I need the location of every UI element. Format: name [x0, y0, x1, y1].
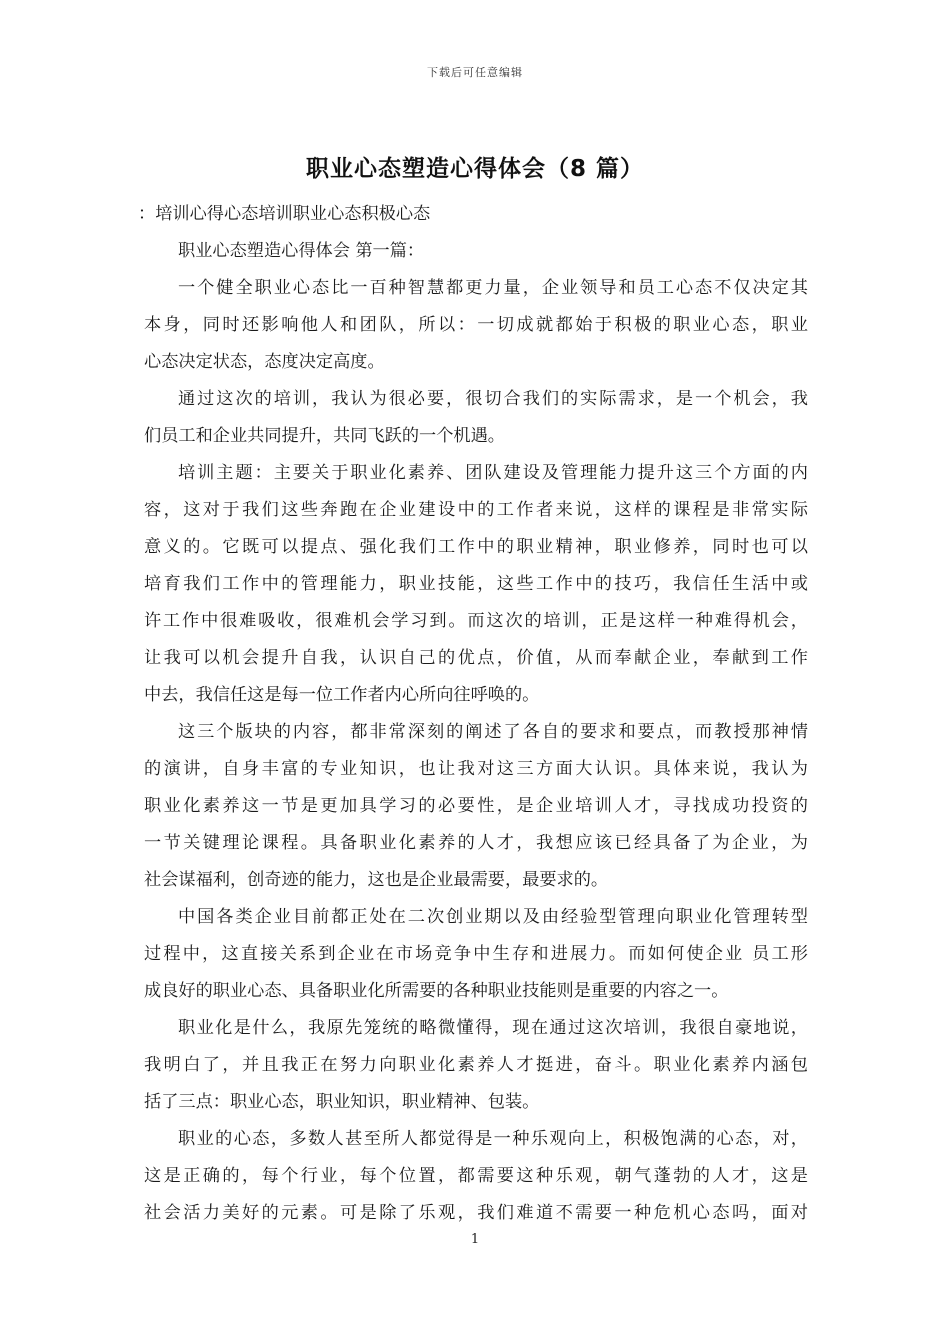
- paragraph-line: 心态决定状态，态度决定高度。: [144, 352, 385, 372]
- paragraph-line: 过程中，这直接关系到企业在市场竞争中生存和进展力。而如何使企业 员工形: [144, 944, 808, 964]
- paragraph-line: 社会谋福利，创奇迹的能力，这也是企业最需要，最要求的。: [144, 870, 609, 890]
- page-number: 1: [470, 1232, 480, 1247]
- paragraph-line: 培训主题：主要关于职业化素养、团队建设及管理能力提升这三个方面的内: [178, 463, 808, 483]
- paragraph-line: 本身，同时还影响他人和团队，所以：一切成就都始于积极的职业心态，职业: [144, 315, 808, 335]
- paragraph-line: 们员工和企业共同提升，共同飞跃的一个机遇。: [144, 426, 505, 446]
- paragraph-line: 括了三点：职业心态，职业知识，职业精神、包装。: [144, 1092, 540, 1112]
- paragraph: [144, 270, 808, 381]
- paragraph-line: 容，这对于我们这些奔跑在企业建设中的工作者来说，这样的课程是非常实际: [144, 500, 808, 520]
- paragraph-line: 一个健全职业心态比一百种智慧都更力量，企业领导和员工心态不仅决定其: [178, 278, 808, 298]
- paragraph-line: 让我可以机会提升自我，认识自己的优点，价值，从而奉献企业，奉献到工作: [144, 648, 808, 668]
- paragraph-line: 中国各类企业目前都正处在二次创业期以及由经验型管理向职业化管理转型: [178, 907, 808, 927]
- document-title: 职业心态塑造心得体会（8 篇）: [305, 156, 644, 182]
- keywords-line: ：培训心得心态培训职业心态积极心态: [138, 204, 431, 224]
- paragraph-line: 意义的。它既可以提点、强化我们工作中的职业精神，职业修养，同时也可以: [144, 537, 808, 557]
- paragraph-line: 这是正确的，每个行业，每个位置，都需要这种乐观，朝气蓬勃的人才，这是: [144, 1166, 808, 1186]
- paragraph-line: 的演讲，自身丰富的专业知识，也让我对这三方面大认识。具体来说，我认为: [144, 759, 808, 779]
- paragraph-line: 社会活力美好的元素。可是除了乐观，我们难道不需要一种危机心态吗，面对: [144, 1203, 808, 1223]
- paragraph: [144, 455, 808, 714]
- paragraph: [144, 714, 808, 899]
- paragraph-line: 这三个版块的内容，都非常深刻的阐述了各自的要求和要点，而教授那神情: [178, 722, 808, 742]
- paragraph-line: 职业的心态，多数人甚至所人都觉得是一种乐观向上，积极饱满的心态，对，: [178, 1129, 808, 1149]
- paragraph: [144, 381, 808, 455]
- paragraph: [144, 1010, 808, 1121]
- paragraph-line: 通过这次的培训，我认为很必要，很切合我们的实际需求，是一个机会，我: [178, 389, 808, 409]
- paragraph-line: 中去，我信任这是每一位工作者内心所向往呼唤的。: [144, 685, 540, 705]
- section-heading: 职业心态塑造心得体会 第一篇：: [178, 241, 425, 261]
- paragraph-line: 一节关键理论课程。具备职业化素养的人才，我想应该已经具备了为企业，为: [144, 833, 808, 853]
- paragraph-line: 我明白了，并且我正在努力向职业化素养人才挺进，奋斗。职业化素养内涵包: [144, 1055, 808, 1075]
- paragraph-line: 许工作中很难吸收，很难机会学习到。而这次的培训，正是这样一种难得机会，: [144, 611, 808, 631]
- page-header-note: 下载后可任意编辑: [427, 66, 523, 79]
- paragraph-line: 培育我们工作中的管理能力，职业技能，这些工作中的技巧，我信任生活中或: [144, 574, 808, 594]
- document-body: [138, 196, 808, 1232]
- paragraph-line: 职业化素养这一节是更加具学习的必要性，是企业培训人才，寻找成功投资的: [144, 796, 808, 816]
- paragraph: [144, 899, 808, 1010]
- paragraph-line: 职业化是什么，我原先笼统的略微懂得，现在通过这次培训，我很自豪地说，: [178, 1018, 808, 1038]
- paragraph-line: 成良好的职业心态、具备职业化所需要的各种职业技能则是重要的内容之一。: [144, 981, 729, 1001]
- paragraph: [144, 1121, 808, 1232]
